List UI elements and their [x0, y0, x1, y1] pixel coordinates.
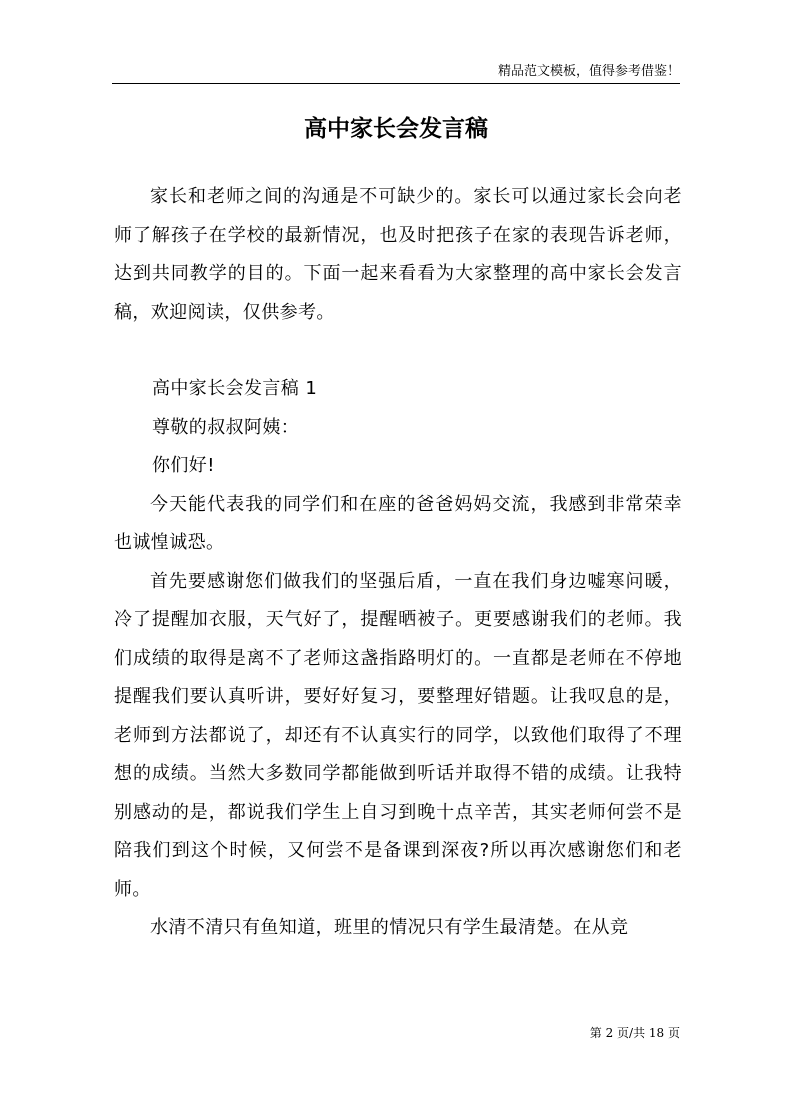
salutation: 尊敬的叔叔阿姨：	[152, 416, 300, 438]
greeting: 你们好!	[152, 455, 215, 476]
intro-paragraph: 家长和老师之间的沟通是不可缺少的。家长可以通过家长会向老师了解孩子在学校的最新情况，也及时把孩子在家的表现告诉老师，达到共同教学的目的。下面一起来看看为大家整理的高中家长会发言稿，欢迎阅读，仅供参考。	[114, 186, 682, 323]
page-number: 第 2 页/共 18 页	[589, 1026, 680, 1040]
paragraph-spacer	[114, 332, 682, 370]
body-paragraph: 水清不清只有鱼知道，班里的情况只有学生最清楚。在从竞	[150, 917, 629, 938]
section-heading: 高中家长会发言稿 1	[152, 378, 318, 399]
page-header: 精品范文模板，值得参考借鉴！	[497, 64, 680, 79]
body-paragraph: 今天能代表我的同学们和在座的爸爸妈妈交流，我感到非常荣幸也诚惶诚恐。	[114, 493, 682, 553]
document-title: 高中家长会发言稿	[304, 116, 488, 142]
document-body	[114, 178, 682, 948]
header-divider	[112, 83, 680, 84]
body-paragraph: 首先要感谢您们做我们的坚强后盾，一直在我们身边嘘寒问暖，冷了提醒加衣服，天气好了，提醒晒被子。更要感谢我们的老师。我们成绩的取得是离不了老师这盏指路明灯的。一直都是老师在不停地提醒我们要认真听讲，要好好复习，要整理好错题。让我叹息的是，老师到方法都说了，却还有不认真实行的同学，以致他们取得了不理想的成绩。当然大多数同学都能做到听话并取得不错的成绩。让我特别感动的是，都说我们学生上自习到晚十点辛苦，其实老师何尝不是陪我们到这个时候，又何尝不是备课到深夜?所以再次感谢您们和老师。	[114, 570, 682, 900]
